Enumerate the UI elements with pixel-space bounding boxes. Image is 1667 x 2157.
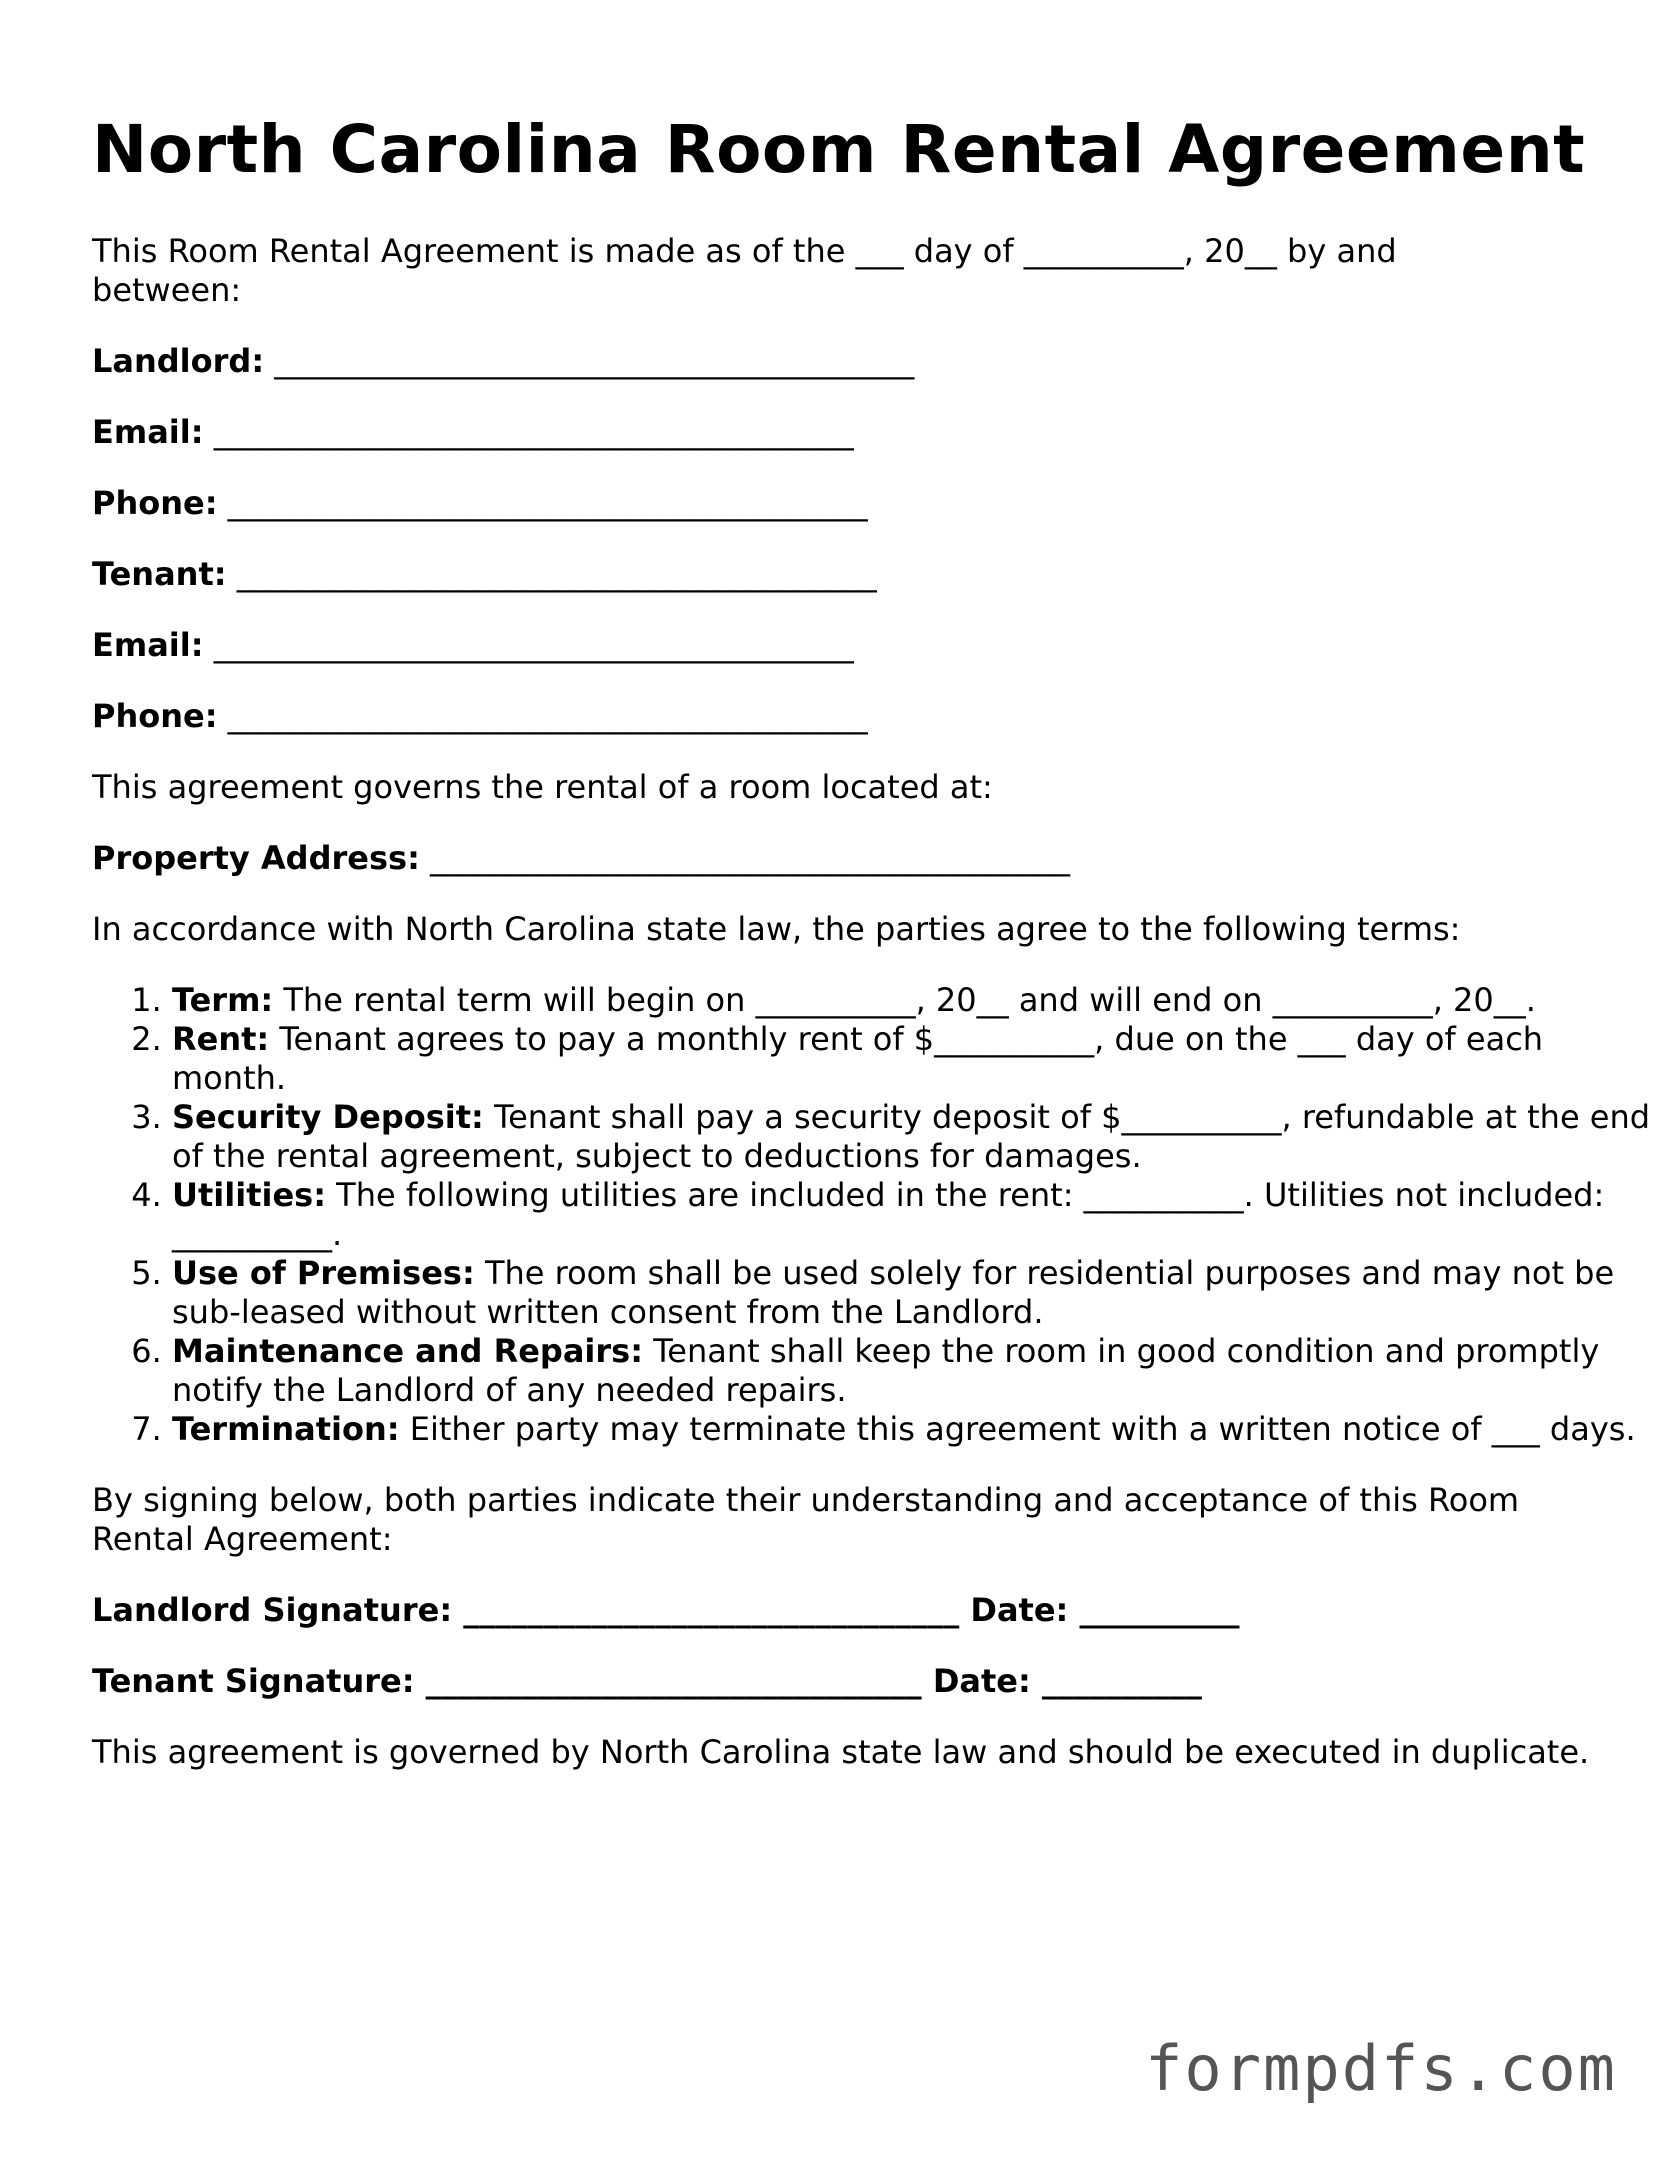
term-item-term (172, 981, 1652, 1020)
governing-law-note: This agreement is governed by North Carolina state law and should be executed in duplicate. (92, 1733, 1590, 1771)
party-fields (92, 342, 1592, 736)
watermark-logo: formpdfs.com (1145, 2032, 1617, 2105)
term-text: The following utilities are included in the rent: __________. Utilities not included: __________. (172, 1176, 1605, 1253)
property-address-field (92, 839, 1592, 878)
field-blank[interactable]: ________________________________________ (227, 484, 868, 522)
field-blank[interactable]: ________________________________________ (236, 555, 877, 593)
field-label: Phone: (92, 697, 218, 735)
field-blank[interactable]: ________________________________________ (213, 413, 854, 451)
terms-intro: In accordance with North Carolina state law, the parties agree to the following terms: (92, 910, 1461, 948)
field-label: Tenant: (92, 555, 227, 593)
term-item-termination (172, 1410, 1652, 1449)
field-blank[interactable]: ________________________________________ (213, 626, 854, 664)
field-label: Email: (92, 626, 204, 664)
term-item-security-deposit (172, 1098, 1652, 1176)
term-label: Security Deposit: (172, 1098, 484, 1136)
field-blank[interactable]: ________________________________________ (227, 697, 868, 735)
tenant-field (92, 555, 1592, 594)
term-label: Termination: (172, 1410, 400, 1448)
signature-label: Tenant Signature: (92, 1662, 415, 1700)
term-text: Tenant agrees to pay a monthly rent of $__________, due on the ___ day of each month. (172, 1020, 1544, 1097)
landlord-signature-line (92, 1591, 1592, 1630)
field-blank[interactable]: ________________________________________ (274, 342, 915, 380)
terms-list (92, 981, 1652, 1449)
term-text: The rental term will begin on __________, 20__ and will end on __________, 20__. (283, 981, 1536, 1019)
field-label: Property Address: (92, 839, 420, 877)
landlord-field (92, 342, 1592, 381)
term-label: Rent: (172, 1020, 270, 1058)
field-label: Landlord: (92, 342, 265, 380)
field-blank[interactable]: ________________________________________ (430, 839, 1071, 877)
location-intro: This agreement governs the rental of a room located at: (92, 768, 993, 806)
tenant-phone-field (92, 697, 1592, 736)
term-text: Tenant shall keep the room in good condition and promptly notify the Landlord of any needed repairs. (172, 1332, 1600, 1409)
term-label: Term: (172, 981, 274, 1019)
term-text: Either party may terminate this agreement with a written notice of ___ days. (409, 1410, 1636, 1448)
signature-blank[interactable]: _______________________________ (425, 1662, 922, 1700)
signature-label: Landlord Signature: (92, 1591, 453, 1629)
date-blank[interactable]: __________ (1079, 1591, 1240, 1629)
term-item-maintenance (172, 1332, 1652, 1410)
term-item-use-of-premises (172, 1254, 1652, 1332)
tenant-email-field (92, 626, 1592, 665)
term-text: Tenant shall pay a security deposit of $__________, refundable at the end of the rental agreement, subject to deductions for damages. (172, 1098, 1651, 1175)
term-label: Use of Premises: (172, 1254, 475, 1292)
tenant-signature-line (92, 1662, 1592, 1701)
date-label: Date: (932, 1662, 1031, 1700)
field-label: Email: (92, 413, 204, 451)
field-label: Phone: (92, 484, 218, 522)
intro-paragraph: This Room Rental Agreement is made as of the ___ day of __________, 20__ by and between: (92, 232, 1397, 309)
term-text: The room shall be used solely for residential purposes and may not be sub-leased without written consent from the Landlord. (172, 1254, 1615, 1331)
closing-paragraph: By signing below, both parties indicate their understanding and acceptance of this Room Rental Agreement: (92, 1481, 1520, 1558)
document-page (92, 110, 1651, 1772)
term-item-utilities (172, 1176, 1652, 1254)
term-item-rent (172, 1020, 1652, 1098)
date-blank[interactable]: __________ (1041, 1662, 1202, 1700)
date-label: Date: (970, 1591, 1069, 1629)
term-label: Maintenance and Repairs: (172, 1332, 644, 1370)
landlord-phone-field (92, 484, 1592, 523)
landlord-email-field (92, 413, 1592, 452)
document-title: North Carolina Room Rental Agreement (92, 111, 1586, 188)
signature-blank[interactable]: _______________________________ (463, 1591, 960, 1629)
term-label: Utilities: (172, 1176, 326, 1214)
